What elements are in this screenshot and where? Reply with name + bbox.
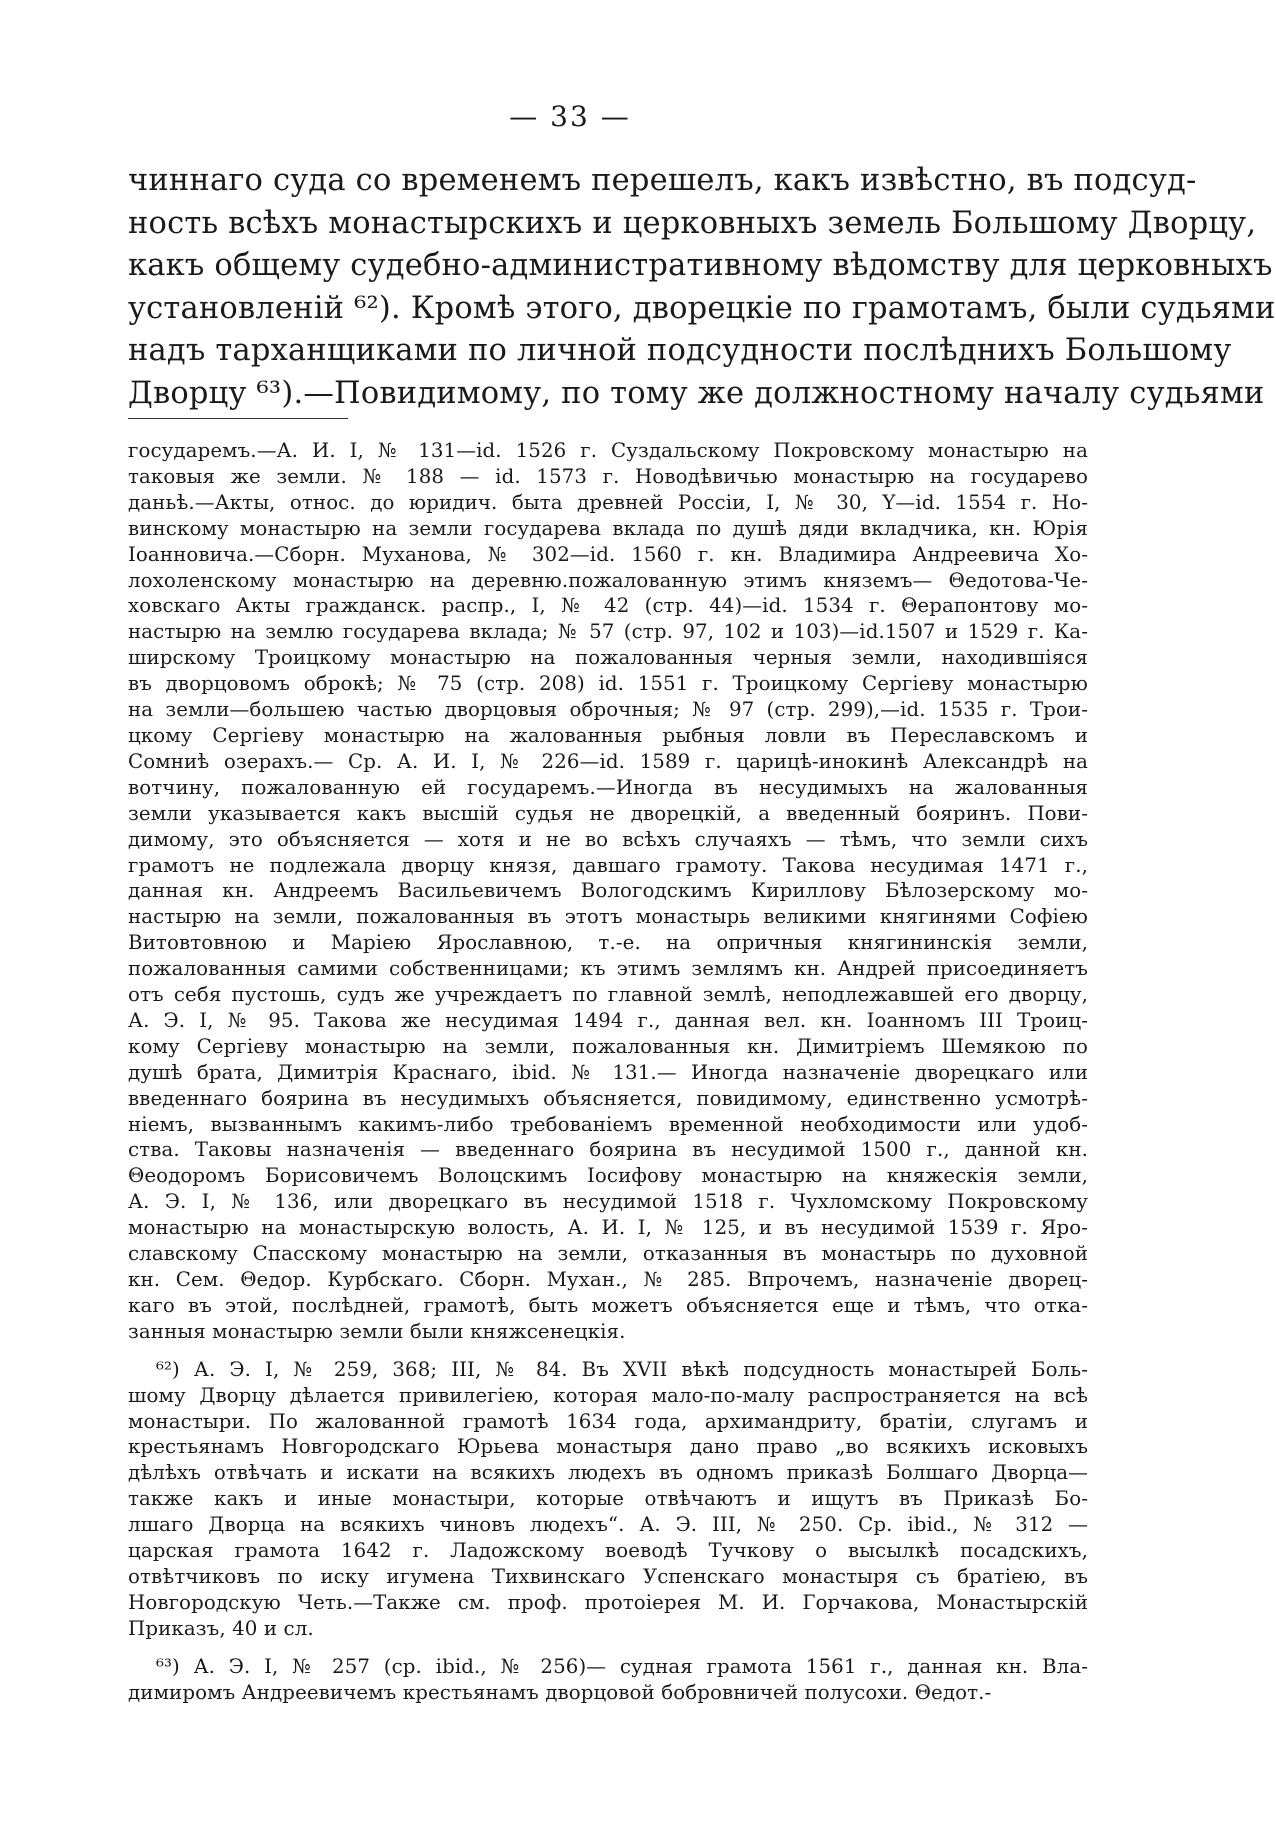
footnote-line: цкому Сергiеву монастырю на жалованныя рыбныя ловли въ Переславскомъ и (128, 723, 1088, 747)
footnote-line: вотчину, пожалованную ей государемъ.—Иногда въ несудимыхъ на жалованныя (128, 775, 1088, 799)
footnote-line: димиромъ Андреевичемъ крестьянамъ дворцовой бобровничей полусохи. Θедот.- (128, 1680, 992, 1704)
footnote-line: нiемъ, вызваннымъ какимъ-либо требованiемъ временной необходимости или удоб- (128, 1112, 1088, 1136)
footnote-line: Iоанновича.—Сборн. Муханова, № 302—id. 1560 г. кн. Владимира Андреевича Хо- (128, 542, 1088, 566)
footnote-line: кому Сергiеву монастырю на земли, пожалованныя кн. Димитрiемъ Шемякою по (128, 1034, 1088, 1058)
footnote-line: пожалованныя самими собственницами; къ этимъ землямъ кн. Андрей присоединяетъ (128, 957, 1088, 981)
footnote-line: славскому Спасскому монастырю на земли, отказанныя въ монастырь по духовной (128, 1242, 1088, 1266)
footnote-line: крестьянамъ Новгородскаго Юрьева монастыря дано право „во всякихъ исковыхъ (128, 1435, 1088, 1459)
footnote-line: даньѣ.—Акты, относ. до юридич. быта древней Россiи, I, № 30, Y—id. 1554 г. Но- (128, 490, 1088, 514)
footnote-line: Витовтовною и Марiею Ярославною, т.-е. на опричныя княгининскiя земли, (128, 931, 1088, 955)
main-text (128, 160, 1276, 416)
main-text-line: ность всѣхъ монастырскихъ и церковныхъ земель Большому Дворцу, (128, 205, 1257, 241)
footnote-62 (128, 1357, 1088, 1642)
footnote-line: на земли—большею частью дворцовыя оброчныя; № 97 (стр. 299),—id. 1535 г. Трои- (128, 698, 1088, 722)
main-text-line: чиннаго суда со временемъ перешелъ, какъ извѣстно, въ подсуд- (128, 163, 1197, 198)
footnote-line: ховскаго Акты гражданск. распр., I, № 42 (стр. 44)—id. 1534 г. Θерапонтову мо- (128, 594, 1088, 618)
footnote-line: ⁶²) А. Э. I, № 259, 368; III, № 84. Въ XVII вѣкѣ подсудность монастырей Боль- (156, 1357, 1088, 1381)
footnote-line: отъ себя пустошь, судъ же учреждаетъ по главной землѣ, неподлежавшей его дворцу, (128, 983, 1088, 1007)
footnote-line: димому, это объясняется — хотя и не во всѣхъ случаяхъ — тѣмъ, что земли сихъ (128, 827, 1088, 851)
footnote-line: Сомниѣ озерахъ.— Ср. А. И. I, № 226—id. 1589 г. царицѣ-инокинѣ Александрѣ на (128, 749, 1088, 773)
main-text-line: установленiй ⁶²). Кромѣ этого, дворецкiе по грамотамъ, были судьями (128, 290, 1276, 326)
footnote-line: душѣ брата, Димитрiя Краснаго, ibid. № 131.— Иногда назначенiе дворецкаго или (128, 1060, 1088, 1084)
footnote-line: А. Э. I, № 95. Такова же несудимая 1494 г., данная вел. кн. Iоанномъ III Троиц- (128, 1008, 1088, 1032)
footnote-line: Приказъ, 40 и сл. (128, 1616, 314, 1640)
main-text-line: Дворцу ⁶³).—Повидимому, по тому же должностному началу судьями (128, 375, 1265, 411)
footnote-line: Θеодоромъ Борисовичемъ Волоцскимъ Iосифову монастырю на княжескiя земли, (128, 1164, 1088, 1188)
footnote-line: въ дворцовомъ оброкѣ; № 75 (стр. 208) id. 1551 г. Троицкому Сергiеву монастырю (128, 672, 1088, 696)
footnote-line: настырю на земли, пожалованныя въ этотъ монастырь великими княгинями Софiею (128, 905, 1088, 929)
footnote-line: ства. Таковы назначенiя — введеннаго боярина въ несудимой 1500 г., данной кн. (128, 1138, 1088, 1162)
footnote-line: также какъ и иные монастыри, которые отвѣчаютъ и ищутъ въ Приказѣ Бо- (128, 1487, 1088, 1511)
footnote-line: данная кн. Андреемъ Васильевичемъ Вологодскимъ Кириллову Бѣлозерскому мо- (128, 879, 1088, 903)
footnote-line: монастырю на монастырскую волость, А. И. I, № 125, и въ несудимой 1539 г. Яро- (128, 1216, 1088, 1240)
footnotes (128, 438, 1088, 1706)
footnote-continued (128, 438, 1088, 1345)
main-text-line: какъ общему судебно-административному вѣдомству для церковныхъ (128, 248, 1273, 284)
footnote-line: лшаго Дворца на всякихъ чиновъ людехъ“. А. Э. III, № 250. Ср. ibid., № 312 — (128, 1513, 1088, 1537)
footnote-line: земли указывается какъ высшiй судья не дворецкiй, а введенный бояринъ. Пови- (128, 801, 1088, 825)
page-number: — 33 — (509, 100, 631, 133)
footnote-line: кн. Сем. Θедор. Курбскаго. Сборн. Мухан., № 285. Впрочемъ, назначенiе дворец- (128, 1268, 1088, 1291)
footnote-line: дѣлѣхъ отвѣчать и искати на всякихъ людехъ въ одномъ приказѣ Болшаго Дворца— (128, 1461, 1088, 1485)
footnote-line: лохоленскому монастырю на деревню.пожалованную этимъ княземъ— Θедотова-Че- (128, 568, 1088, 592)
footnote-line: Новгородскую Четь.—Также см. проф. протоiерея М. И. Горчакова, Монастырскiй (128, 1590, 1088, 1614)
footnote-line: А. Э. I, № 136, или дворецкаго въ несудимой 1518 г. Чухломскому Покровскому (128, 1190, 1088, 1214)
footnote-line: шому Дворцу дѣлается привилегiею, которая мало-по-малу распространяется на всѣ (128, 1383, 1088, 1407)
main-text-line: надъ тарханщиками по личной подсудности послѣднихъ Большому (128, 333, 1232, 369)
footnote-line: занныя монастырю земли были княжсенецкiя. (128, 1319, 626, 1343)
footnote-line: ширскому Троицкому монастырю на пожалованныя черныя земли, находившiяся (128, 646, 1088, 670)
footnote-separator (128, 418, 348, 419)
footnote-line: каго въ этой, послѣдней, грамотѣ, быть можетъ объясняется еще и тѣмъ, что отка- (128, 1293, 1088, 1317)
footnote-line: монастыри. По жалованной грамотѣ 1634 года, архимандриту, братiи, слугамъ и (128, 1409, 1088, 1433)
footnote-line: государемъ.—А. И. I, № 131—id. 1526 г. Суздальскому Покровскому монастырю на (128, 439, 1088, 462)
footnote-line: царская грамота 1642 г. Ладожскому воеводѣ Тучкову о высылкѣ посадскихъ, (128, 1539, 1088, 1563)
footnote-line: отвѣтчиковъ по иску игумена Тихвинскаго Успенскаго монастыря съ братiею, въ (128, 1564, 1088, 1588)
footnote-line: ⁶³) А. Э. I, № 257 (ср. ibid., № 256)— судная грамота 1561 г., данная кн. Вла- (156, 1654, 1088, 1678)
footnote-line: таковыя же земли. № 188 — id. 1573 г. Новодѣвичью монастырю на государево (128, 464, 1088, 488)
footnote-line: настырю на землю государева вклада; № 57 (стр. 97, 102 и 103)—id.1507 и 1529 г. Ка- (128, 620, 1088, 644)
footnote-line: винскому монастырю на земли государева вклада по душѣ дяди вкладчика, кн. Юрiя (128, 516, 1088, 540)
footnote-line: грамотъ не подлежала дворцу князя, давшаго грамоту. Такова несудимая 1471 г., (128, 853, 1088, 877)
footnote-line: введеннаго боярина въ несудимыхъ объясняется, повидимому, единственно усмотрѣ- (128, 1086, 1088, 1110)
footnote-63 (128, 1654, 1088, 1706)
